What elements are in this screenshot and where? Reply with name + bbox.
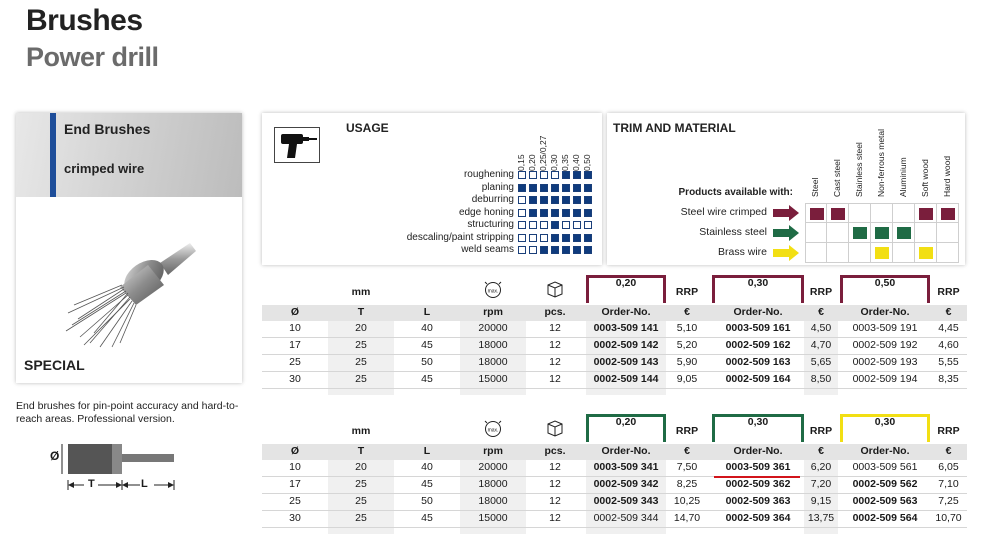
column-header: pcs.: [544, 306, 566, 318]
usage-cell: [584, 184, 592, 192]
table-cell-o3: 0003-509 561: [852, 461, 918, 473]
column-header: Order-No.: [601, 306, 651, 318]
usage-row-label: weld seams: [461, 244, 514, 255]
table-cell-p3: 7,25: [938, 495, 959, 507]
material-cell: [871, 223, 893, 243]
column-header: Order-No.: [860, 445, 910, 457]
table-cell-l: 40: [421, 461, 433, 473]
column-header: Ø: [290, 306, 300, 318]
table-cell-pcs: 12: [549, 356, 561, 368]
material-cell: [893, 203, 915, 223]
dim-t-label: T: [88, 478, 95, 490]
material-cell: [849, 223, 871, 243]
table-cell-p2: 8,50: [810, 373, 832, 385]
column-header: €: [684, 306, 690, 318]
table-cell-p1: 5,90: [676, 356, 698, 368]
column-header: €: [818, 445, 824, 457]
usage-cell: [529, 246, 537, 254]
rrp-label: RRP: [937, 425, 960, 437]
usage-cell: [529, 171, 537, 179]
material-name: Hard wood: [942, 155, 952, 197]
wire-size-label: 0,30: [874, 416, 896, 428]
material-column-header: [805, 113, 827, 197]
table-cell-p2: 6,20: [810, 461, 832, 473]
material-available-mark: [919, 247, 933, 259]
usage-title: USAGE: [346, 121, 389, 135]
material-available-mark: [810, 208, 824, 220]
table-cell-o1: 0003-509 341: [593, 461, 659, 473]
usage-cell: [518, 209, 526, 217]
dim-l-label: L: [141, 478, 148, 490]
table-cell-p2: 5,65: [810, 356, 832, 368]
usage-column-header: [517, 121, 527, 171]
table-cell-rpm: 18000: [478, 495, 508, 507]
table-cell-o1: 0002-509 144: [593, 373, 659, 385]
table-cell-p3: 4,60: [938, 339, 959, 351]
rrp-label: RRP: [675, 286, 699, 298]
material-cell: [915, 223, 937, 243]
table-cell-pcs: 12: [549, 461, 561, 473]
table-cell-o2: 0002-509 163: [725, 356, 791, 368]
table-cell-o2: 0002-509 364: [725, 512, 791, 524]
usage-cell: [551, 221, 559, 229]
material-available-mark: [941, 208, 955, 220]
product-type: crimped wire: [64, 161, 145, 176]
table-cell-pcs: 12: [549, 322, 561, 334]
material-cell: [827, 203, 849, 223]
column-header: pcs.: [544, 445, 566, 457]
column-header: €: [818, 306, 824, 318]
column-header: rpm: [483, 445, 503, 457]
material-cell: [805, 203, 827, 223]
column-header: €: [945, 306, 952, 318]
table-cell-o1: 0002-509 142: [593, 339, 659, 351]
material-cell: [893, 243, 915, 263]
table-cell-o2: 0002-509 362: [725, 478, 791, 490]
available-label: Products available with:: [678, 187, 793, 198]
table-cell-o2: 0002-509 164: [725, 373, 791, 385]
table-row: [262, 510, 967, 511]
usage-cell: [584, 221, 592, 229]
table-cell-pcs: 12: [549, 373, 561, 385]
material-cell: [827, 223, 849, 243]
table-cell-o1: 0003-509 141: [593, 322, 659, 334]
table-cell-o2: 0003-509 161: [725, 322, 791, 334]
table-cell-pcs: 12: [549, 512, 561, 524]
package-icon: [545, 418, 565, 438]
material-name: Stainless steel: [854, 142, 864, 197]
table-row: [262, 476, 967, 477]
table-cell-l: 50: [421, 356, 433, 368]
rrp-label: RRP: [809, 425, 833, 437]
product-accent-bar: [50, 113, 56, 197]
usage-column-header: [572, 121, 582, 171]
table-cell-rpm: 20000: [478, 461, 508, 473]
column-header: Order-No.: [601, 445, 651, 457]
table-cell-d: 10: [289, 322, 301, 334]
svg-text:max.: max.: [487, 288, 499, 295]
usage-cell: [562, 196, 570, 204]
table-cell-d: 10: [289, 461, 301, 473]
usage-cell: [540, 196, 548, 204]
usage-cell: [529, 221, 537, 229]
usage-cell: [551, 246, 559, 254]
usage-cell: [573, 171, 581, 179]
table-cell-d: 17: [289, 478, 301, 490]
table-cell-p2: 13,75: [807, 512, 835, 524]
column-header: L: [423, 445, 431, 457]
usage-cell: [529, 196, 537, 204]
material-available-mark: [919, 208, 933, 220]
material-cell: [937, 243, 959, 263]
table-cell-rpm: 18000: [478, 339, 508, 351]
usage-cell: [573, 246, 581, 254]
usage-row-label: roughening: [463, 169, 514, 180]
usage-cell: [540, 171, 548, 179]
usage-cell: [551, 171, 559, 179]
usage-panel: [262, 113, 602, 265]
table-cell-p1: 7,50: [676, 461, 698, 473]
table-cell-l: 50: [421, 495, 433, 507]
material-cell: [871, 243, 893, 263]
material-name: Non-ferrous metal: [876, 128, 886, 197]
usage-row-label: planing: [481, 181, 514, 193]
table-cell-pcs: 12: [549, 478, 561, 490]
table-cell-t: 25: [355, 478, 367, 490]
max-rpm-icon: [483, 281, 503, 299]
usage-column-label: 0,50: [582, 154, 592, 171]
usage-column-header: [528, 121, 538, 171]
table-cell-o2: 0002-509 162: [725, 339, 791, 351]
usage-cell: [518, 221, 526, 229]
usage-cell: [573, 221, 581, 229]
drill-icon-tile: [274, 127, 320, 163]
column-header: rpm: [483, 306, 503, 318]
wire-size-label: 0,20: [615, 277, 637, 289]
table-cell-rpm: 20000: [478, 322, 508, 334]
table-cell-o3: 0002-509 193: [852, 356, 918, 368]
table-cell-p2: 7,20: [810, 478, 832, 490]
usage-cell: [518, 196, 526, 204]
column-header: Order-No.: [733, 445, 783, 457]
usage-row-label: descaling/paint stripping: [406, 231, 514, 243]
column-header: Order-No.: [860, 306, 910, 318]
usage-cell: [551, 184, 559, 192]
max-rpm-icon: [483, 420, 503, 438]
material-available-mark: [831, 208, 845, 220]
usage-cell: [518, 234, 526, 242]
usage-cell: [551, 209, 559, 217]
usage-cell: [529, 234, 537, 242]
wire-size-label: 0,50: [874, 277, 896, 289]
usage-cell: [573, 234, 581, 242]
table-cell-o3: 0002-509 192: [852, 339, 918, 351]
table-cell-rpm: 15000: [478, 512, 508, 524]
unit-mm-label: mm: [351, 286, 371, 298]
table-cell-p3: 10,70: [935, 512, 962, 524]
material-cell: [805, 223, 827, 243]
usage-cell: [529, 209, 537, 217]
table-cell-o2: 0002-509 363: [725, 495, 791, 507]
table-cell-p2: 4,70: [810, 339, 832, 351]
usage-cell: [518, 246, 526, 254]
table-cell-l: 45: [421, 339, 433, 351]
usage-cell: [573, 209, 581, 217]
table-cell-o1: 0002-509 343: [593, 495, 659, 507]
usage-cell: [540, 184, 548, 192]
material-cell: [937, 223, 959, 243]
usage-column-label: 0,35: [560, 154, 570, 171]
usage-column-header: [539, 121, 549, 171]
usage-cell: [540, 209, 548, 217]
table-row: [262, 527, 967, 528]
material-cell: [893, 223, 915, 243]
usage-cell: [573, 196, 581, 204]
arrow-right-icon: [773, 225, 799, 241]
usage-cell: [573, 184, 581, 192]
usage-column-label: 0,25/0,27: [538, 135, 548, 171]
table-cell-p1: 9,05: [676, 373, 698, 385]
material-name: Cast steel: [832, 159, 842, 197]
material-available-mark: [875, 227, 889, 239]
table-cell-p3: 8,35: [938, 373, 959, 385]
material-cell: [805, 243, 827, 263]
dimension-diagram: [44, 440, 184, 492]
page-title: Brushes: [26, 4, 143, 37]
table-cell-p2: 9,15: [810, 495, 832, 507]
table-row: [262, 493, 967, 494]
material-cell: [937, 203, 959, 223]
package-icon: [545, 279, 565, 299]
usage-cell: [562, 209, 570, 217]
table-cell-d: 17: [289, 339, 301, 351]
table-row: [262, 388, 967, 389]
wire-size-label: 0,30: [747, 416, 769, 428]
usage-cell: [540, 221, 548, 229]
table-cell-rpm: 18000: [478, 356, 508, 368]
table-row: [262, 337, 967, 338]
trim-row-label: Stainless steel: [699, 226, 767, 238]
table-cell-p1: 8,25: [676, 478, 698, 490]
usage-cell: [518, 171, 526, 179]
table-cell-p3: 5,55: [938, 356, 959, 368]
table-cell-o3: 0002-509 194: [852, 373, 918, 385]
material-column-header: [937, 113, 959, 197]
table-cell-l: 45: [421, 512, 433, 524]
table-cell-o3: 0002-509 562: [852, 478, 918, 490]
usage-cell: [529, 184, 537, 192]
table-cell-o1: 0002-509 143: [593, 356, 659, 368]
table-cell-l: 45: [421, 373, 433, 385]
table-cell-t: 25: [355, 373, 367, 385]
table-cell-p1: 5,10: [676, 322, 698, 334]
usage-cell: [540, 234, 548, 242]
table-cell-p2: 4,50: [810, 322, 832, 334]
wire-size-label: 0,20: [615, 416, 637, 428]
usage-column-label: 0,15: [516, 154, 526, 171]
table-row: [262, 354, 967, 355]
trim-title: TRIM AND MATERIAL: [613, 121, 736, 135]
arrow-right-icon: [773, 205, 799, 221]
product-card: [16, 113, 242, 383]
table-cell-d: 25: [289, 495, 301, 507]
table-cell-p3: 7,10: [938, 478, 959, 490]
usage-cell: [551, 196, 559, 204]
table-cell-t: 20: [355, 322, 367, 334]
material-available-mark: [897, 227, 911, 239]
material-cell: [915, 203, 937, 223]
usage-cell: [562, 184, 570, 192]
trim-row-label: Brass wire: [717, 246, 767, 258]
usage-cell: [551, 234, 559, 242]
table-cell-d: 30: [289, 512, 301, 524]
table-cell-t: 25: [355, 495, 367, 507]
column-header: T: [357, 306, 365, 318]
material-cell: [849, 203, 871, 223]
material-column-header: [849, 113, 871, 197]
usage-cell: [584, 171, 592, 179]
material-column-header: [915, 113, 937, 197]
usage-row-label: deburring: [471, 194, 514, 205]
product-description: End brushes for pin-point accuracy and hard-to-reach areas. Professional version.: [16, 400, 239, 425]
usage-column-label: 0,30: [549, 154, 559, 171]
table-cell-t: 20: [355, 461, 367, 473]
usage-cell: [562, 221, 570, 229]
page-subtitle: Power drill: [26, 42, 159, 72]
trim-row-label: Steel wire crimped: [680, 206, 767, 218]
column-header: Ø: [290, 445, 300, 457]
material-name: Aluminium: [898, 157, 908, 197]
usage-cell: [584, 246, 592, 254]
usage-column-label: 0,20: [527, 154, 537, 171]
unit-mm-label: mm: [351, 425, 371, 437]
table-cell-o3: 0003-509 191: [852, 322, 918, 334]
table-cell-p3: 4,45: [938, 322, 959, 334]
usage-cell: [562, 234, 570, 242]
table-cell-o1: 0002-509 344: [593, 512, 659, 524]
end-brush-image: [60, 235, 210, 355]
table-cell-pcs: 12: [549, 495, 561, 507]
highlight-underline: [714, 476, 800, 478]
usage-cell: [584, 196, 592, 204]
table-cell-o3: 0002-509 563: [852, 495, 918, 507]
usage-row-label: edge honing: [458, 206, 514, 218]
power-drill-icon: [275, 128, 319, 162]
table-cell-d: 25: [289, 356, 301, 368]
material-column-header: [893, 113, 915, 197]
table-cell-o2: 0003-509 361: [725, 461, 791, 473]
svg-text:max.: max.: [487, 427, 499, 434]
usage-cell: [540, 246, 548, 254]
material-available-mark: [875, 247, 889, 259]
usage-column-header: [583, 121, 593, 171]
column-header: T: [357, 445, 365, 457]
column-header: €: [945, 445, 952, 457]
material-name: Steel: [810, 177, 820, 197]
table-cell-rpm: 15000: [478, 373, 508, 385]
material-cell: [849, 243, 871, 263]
table-cell-pcs: 12: [549, 339, 561, 351]
table-cell-l: 40: [421, 322, 433, 334]
usage-cell: [562, 171, 570, 179]
material-available-mark: [853, 227, 867, 239]
product-name: End Brushes: [64, 121, 151, 137]
material-cell: [871, 203, 893, 223]
usage-cell: [562, 246, 570, 254]
table-cell-p3: 6,05: [938, 461, 959, 473]
table-cell-o3: 0002-509 564: [852, 512, 918, 524]
table-cell-p1: 14,70: [673, 512, 701, 524]
material-name: Soft wood: [920, 159, 930, 197]
material-column-header: [827, 113, 849, 197]
column-header: Order-No.: [733, 306, 783, 318]
table-cell-d: 30: [289, 373, 301, 385]
wire-size-label: 0,30: [747, 277, 769, 289]
usage-column-header: [561, 121, 571, 171]
table-cell-t: 25: [355, 512, 367, 524]
column-header: €: [684, 445, 690, 457]
table-cell-rpm: 18000: [478, 478, 508, 490]
usage-column-label: 0,40: [571, 154, 581, 171]
table-cell-t: 25: [355, 339, 367, 351]
special-badge: SPECIAL: [24, 357, 85, 373]
usage-cell: [518, 184, 526, 192]
usage-cell: [584, 234, 592, 242]
arrow-right-icon: [773, 245, 799, 261]
column-header: L: [423, 306, 431, 318]
table-cell-p1: 10,25: [673, 495, 701, 507]
usage-column-header: [550, 121, 560, 171]
rrp-label: RRP: [937, 286, 960, 298]
order-table-stainless-brass: [262, 414, 967, 534]
table-cell-o1: 0002-509 342: [593, 478, 659, 490]
table-cell-p1: 5,20: [676, 339, 698, 351]
rrp-label: RRP: [675, 425, 699, 437]
usage-cell: [584, 209, 592, 217]
table-cell-t: 25: [355, 356, 367, 368]
table-row: [262, 371, 967, 372]
usage-row-label: structuring: [467, 219, 514, 230]
material-cell: [915, 243, 937, 263]
rrp-label: RRP: [809, 286, 833, 298]
material-column-header: [871, 113, 893, 197]
trim-material-panel: [607, 113, 965, 265]
table-cell-l: 45: [421, 478, 433, 490]
material-cell: [827, 243, 849, 263]
dim-diameter-label: Ø: [50, 449, 60, 463]
order-table-crimped: [262, 275, 967, 395]
